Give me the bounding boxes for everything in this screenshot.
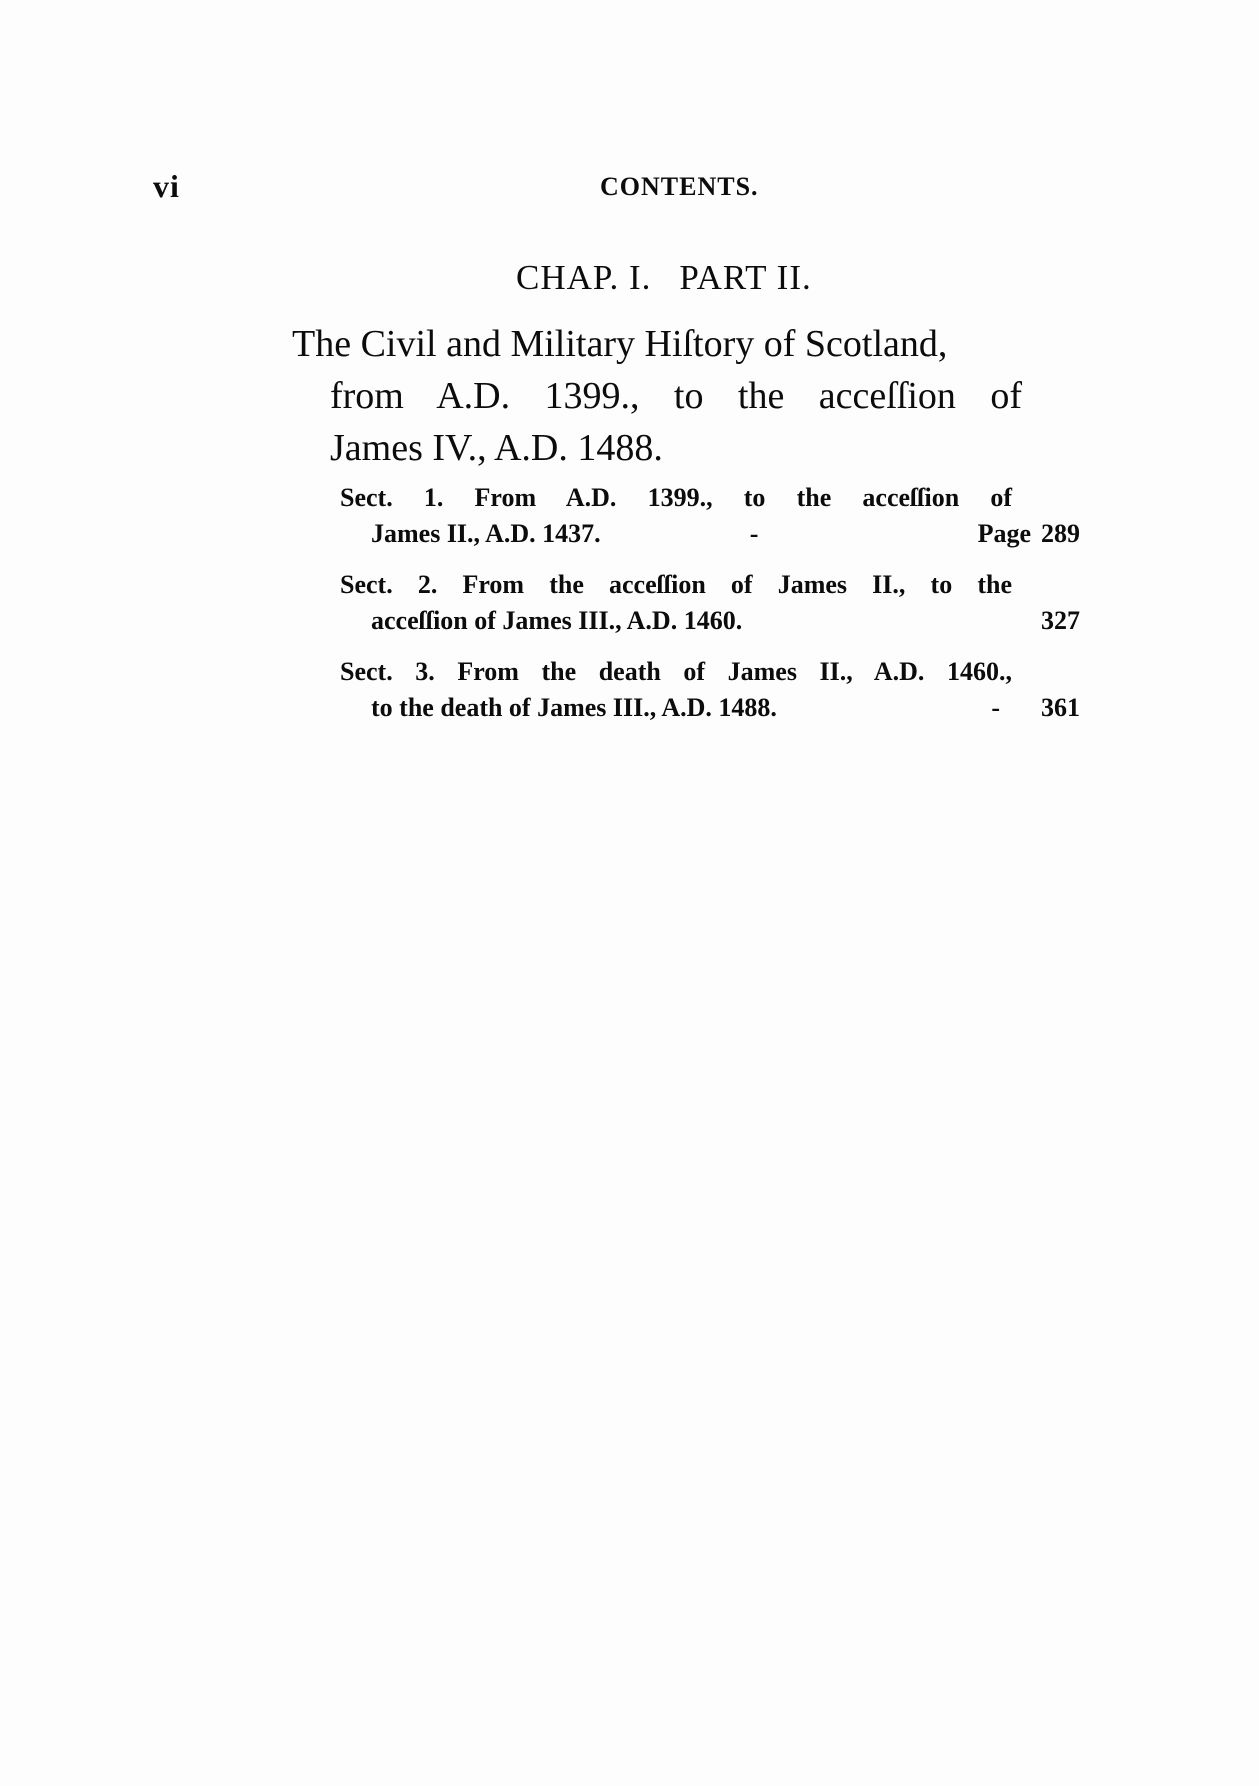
leader-dash: - (991, 693, 1000, 722)
running-head (0, 168, 1259, 208)
section-heading: Sect. 1. From A.D. 1399., to the acceſſion of (340, 483, 1012, 512)
chapter-number: CHAP. I. (516, 258, 652, 297)
section-entry (340, 567, 1080, 639)
leader-dash: - (749, 519, 759, 548)
section-entry (340, 480, 1080, 552)
page-number: 361 (1041, 693, 1080, 722)
section-heading: Sect. 3. From the death of James II., A.D. 1460., (340, 657, 1012, 686)
chapter-title (292, 318, 1022, 474)
part-number: PART II. (679, 258, 812, 297)
chapter-title-line: James IV., A.D. 1488. (330, 427, 663, 469)
section-continuation: to the death of James III., A.D. 1488. (371, 693, 777, 722)
page-number: 327 (1041, 606, 1080, 635)
page-number: 289 (1040, 519, 1080, 548)
running-title: CONTENTS. (600, 172, 759, 201)
section-continuation: acceſſion of James III., A.D. 1460. (371, 606, 743, 635)
section-list (340, 480, 1080, 741)
chapter-heading (516, 258, 812, 298)
page-label: Page (977, 519, 1031, 548)
section-heading: Sect. 2. From the acceſſion of James II., to the (340, 570, 1012, 599)
page-folio: vi (153, 168, 180, 204)
section-continuation: James II., A.D. 1437. (371, 519, 601, 548)
chapter-title-line: The Civil and Military Hiſtory of Scotland, (292, 323, 948, 365)
chapter-title-line: from A.D. 1399., to the acceſſion of (330, 375, 1022, 417)
section-entry (340, 654, 1080, 726)
